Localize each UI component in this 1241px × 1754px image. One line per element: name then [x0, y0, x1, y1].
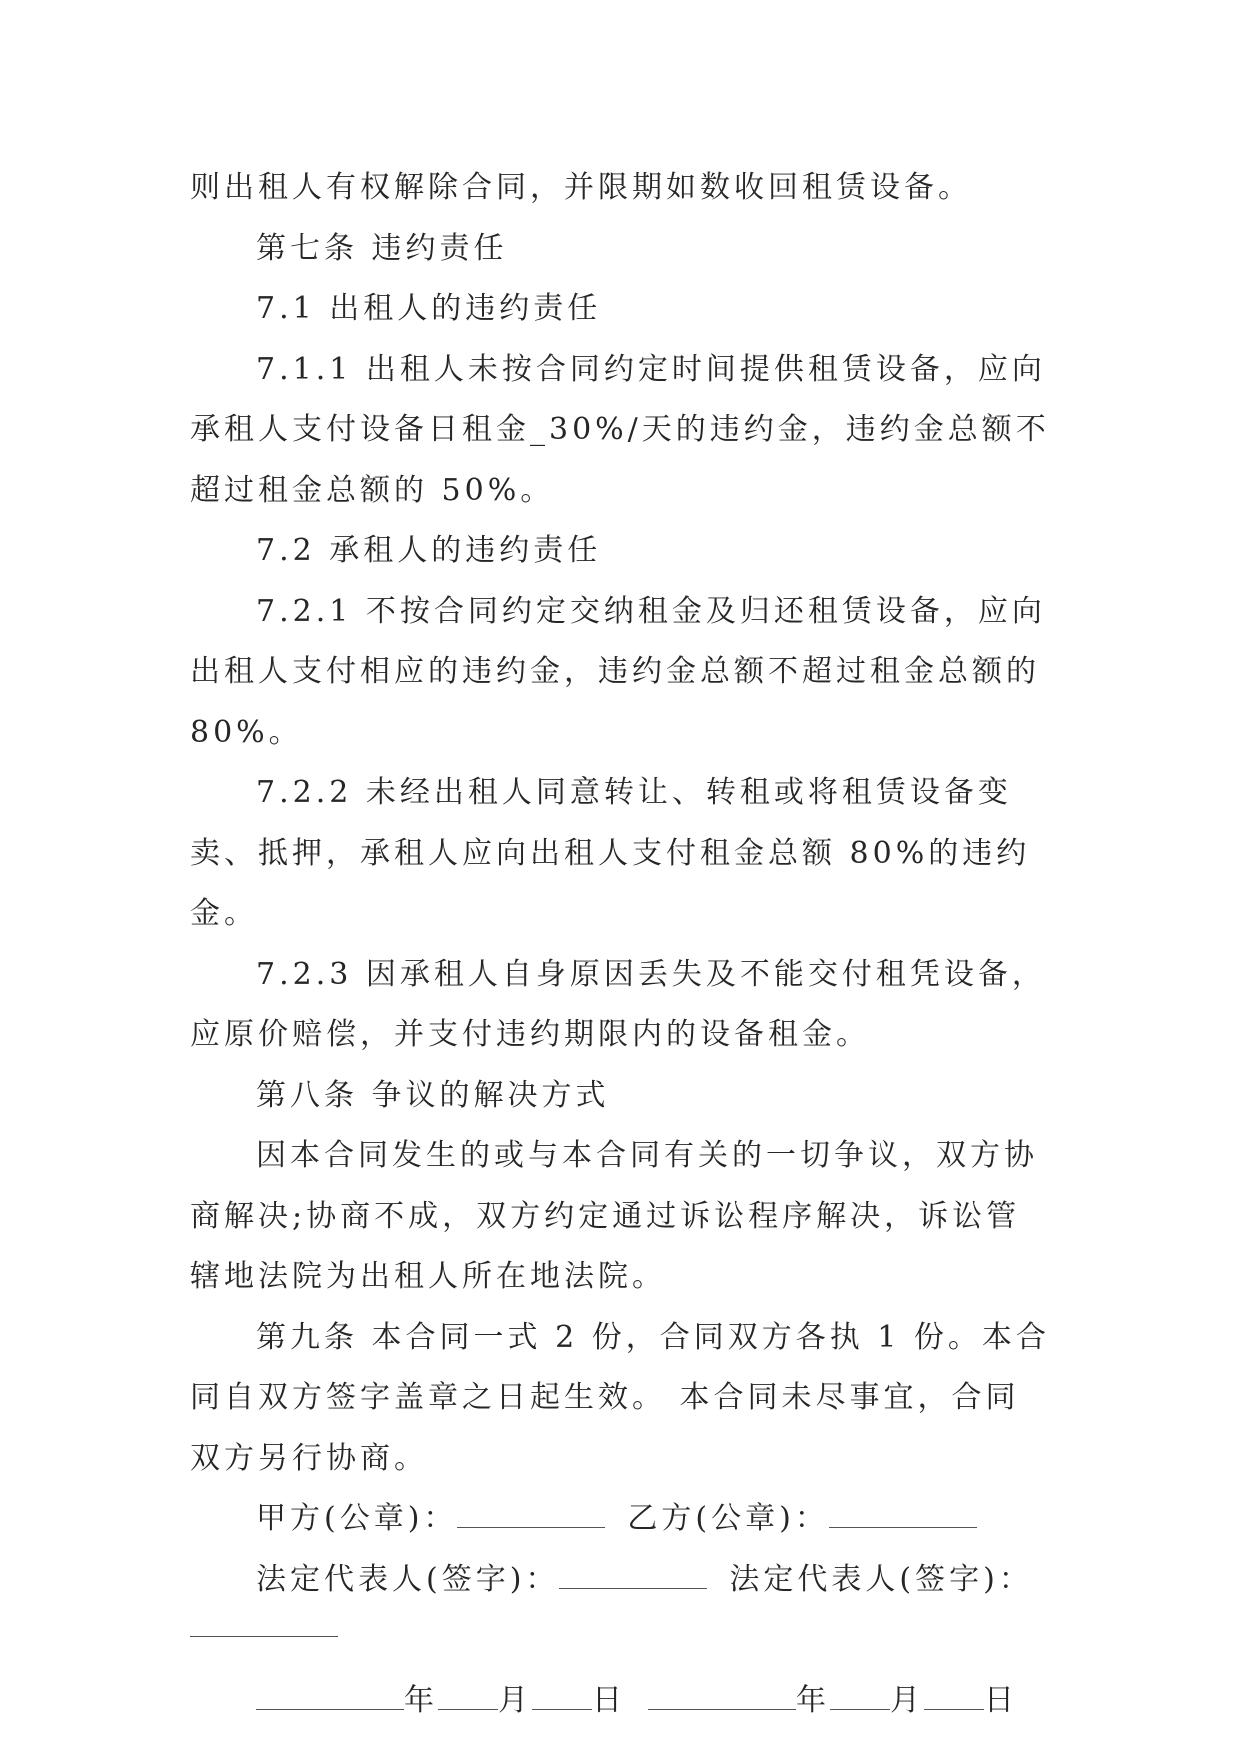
- article-8-title: 第八条 争议的解决方式: [256, 1077, 610, 1113]
- day-label-b: 日: [984, 1683, 1018, 1718]
- section-7-1: 7.1 出租人的违约责任: [256, 291, 602, 326]
- party-a-day-blank[interactable]: [532, 1685, 592, 1710]
- party-a-seal-blank[interactable]: [457, 1503, 605, 1528]
- section-7-2: 7.2 承租人的违约责任: [256, 533, 602, 568]
- paragraph-termination: 则出租人有权解除合同，并限期如数收回租赁设备。: [190, 170, 972, 205]
- party-a-month-blank[interactable]: [438, 1685, 498, 1710]
- seal-line: [190, 1489, 1050, 1550]
- party-b-year-blank[interactable]: [648, 1685, 796, 1710]
- rep-b-sign-label: 法定代表人(签字)：: [729, 1561, 1033, 1597]
- section-7-2-3: 7.2.3 因承租人自身原因丢失及不能交付租凭设备，应原价赔偿，并支付违约期限内的设备租金。: [190, 956, 1046, 1052]
- rep-a-sign-blank[interactable]: [559, 1564, 707, 1589]
- party-b-day-blank[interactable]: [924, 1685, 984, 1710]
- party-a-year-blank[interactable]: [256, 1685, 404, 1710]
- contract-text: [190, 158, 1050, 1732]
- article-7-title: 第七条 违约责任: [256, 230, 508, 266]
- article-9: 第九条 本合同一式 2 份，合同双方各执 1 份。本合同自双方签字盖章之日起生效。 本合同未尽事宜，合同双方另行协商。: [190, 1319, 1050, 1476]
- year-label-b: 年: [796, 1683, 830, 1718]
- party-b-seal-label: 乙方(公章)：: [627, 1501, 829, 1536]
- representative-line: [190, 1550, 1050, 1611]
- section-7-1-1: 7.1.1 出租人未按合同约定时间提供租赁设备，应向承租人支付设备日租金_30%/天的违约金，违约金总额不超过租金总额的 50%。: [190, 351, 1050, 508]
- year-label-a: 年: [404, 1683, 438, 1718]
- rep-b-sign-blank[interactable]: [190, 1610, 338, 1637]
- rep-a-sign-label: 法定代表人(签字)：: [256, 1561, 560, 1597]
- article-8-body: 因本合同发生的或与本合同有关的一切争议，双方协商解决;协商不成，双方约定通过诉讼程序解决，诉讼管辖地法院为出租人所在地法院。: [190, 1138, 1038, 1294]
- date-line: [190, 1671, 1050, 1732]
- party-b-month-blank[interactable]: [830, 1685, 890, 1710]
- month-label-b: 月: [890, 1683, 924, 1718]
- party-b-seal-blank[interactable]: [829, 1503, 977, 1528]
- section-7-2-1: 7.2.1 不按合同约定交纳租金及归还租赁设备，应向出租人支付相应的违约金，违约金总额不超过租金总额的 80%。: [190, 593, 1046, 750]
- month-label-a: 月: [498, 1683, 532, 1718]
- day-label-a: 日: [592, 1683, 626, 1718]
- party-a-seal-label: 甲方(公章)：: [256, 1501, 458, 1536]
- section-7-2-2: 7.2.2 未经出租人同意转让、转租或将租赁设备变卖、抵押，承租人应向出租人支付租金总额 80%的违约金。: [190, 775, 1031, 931]
